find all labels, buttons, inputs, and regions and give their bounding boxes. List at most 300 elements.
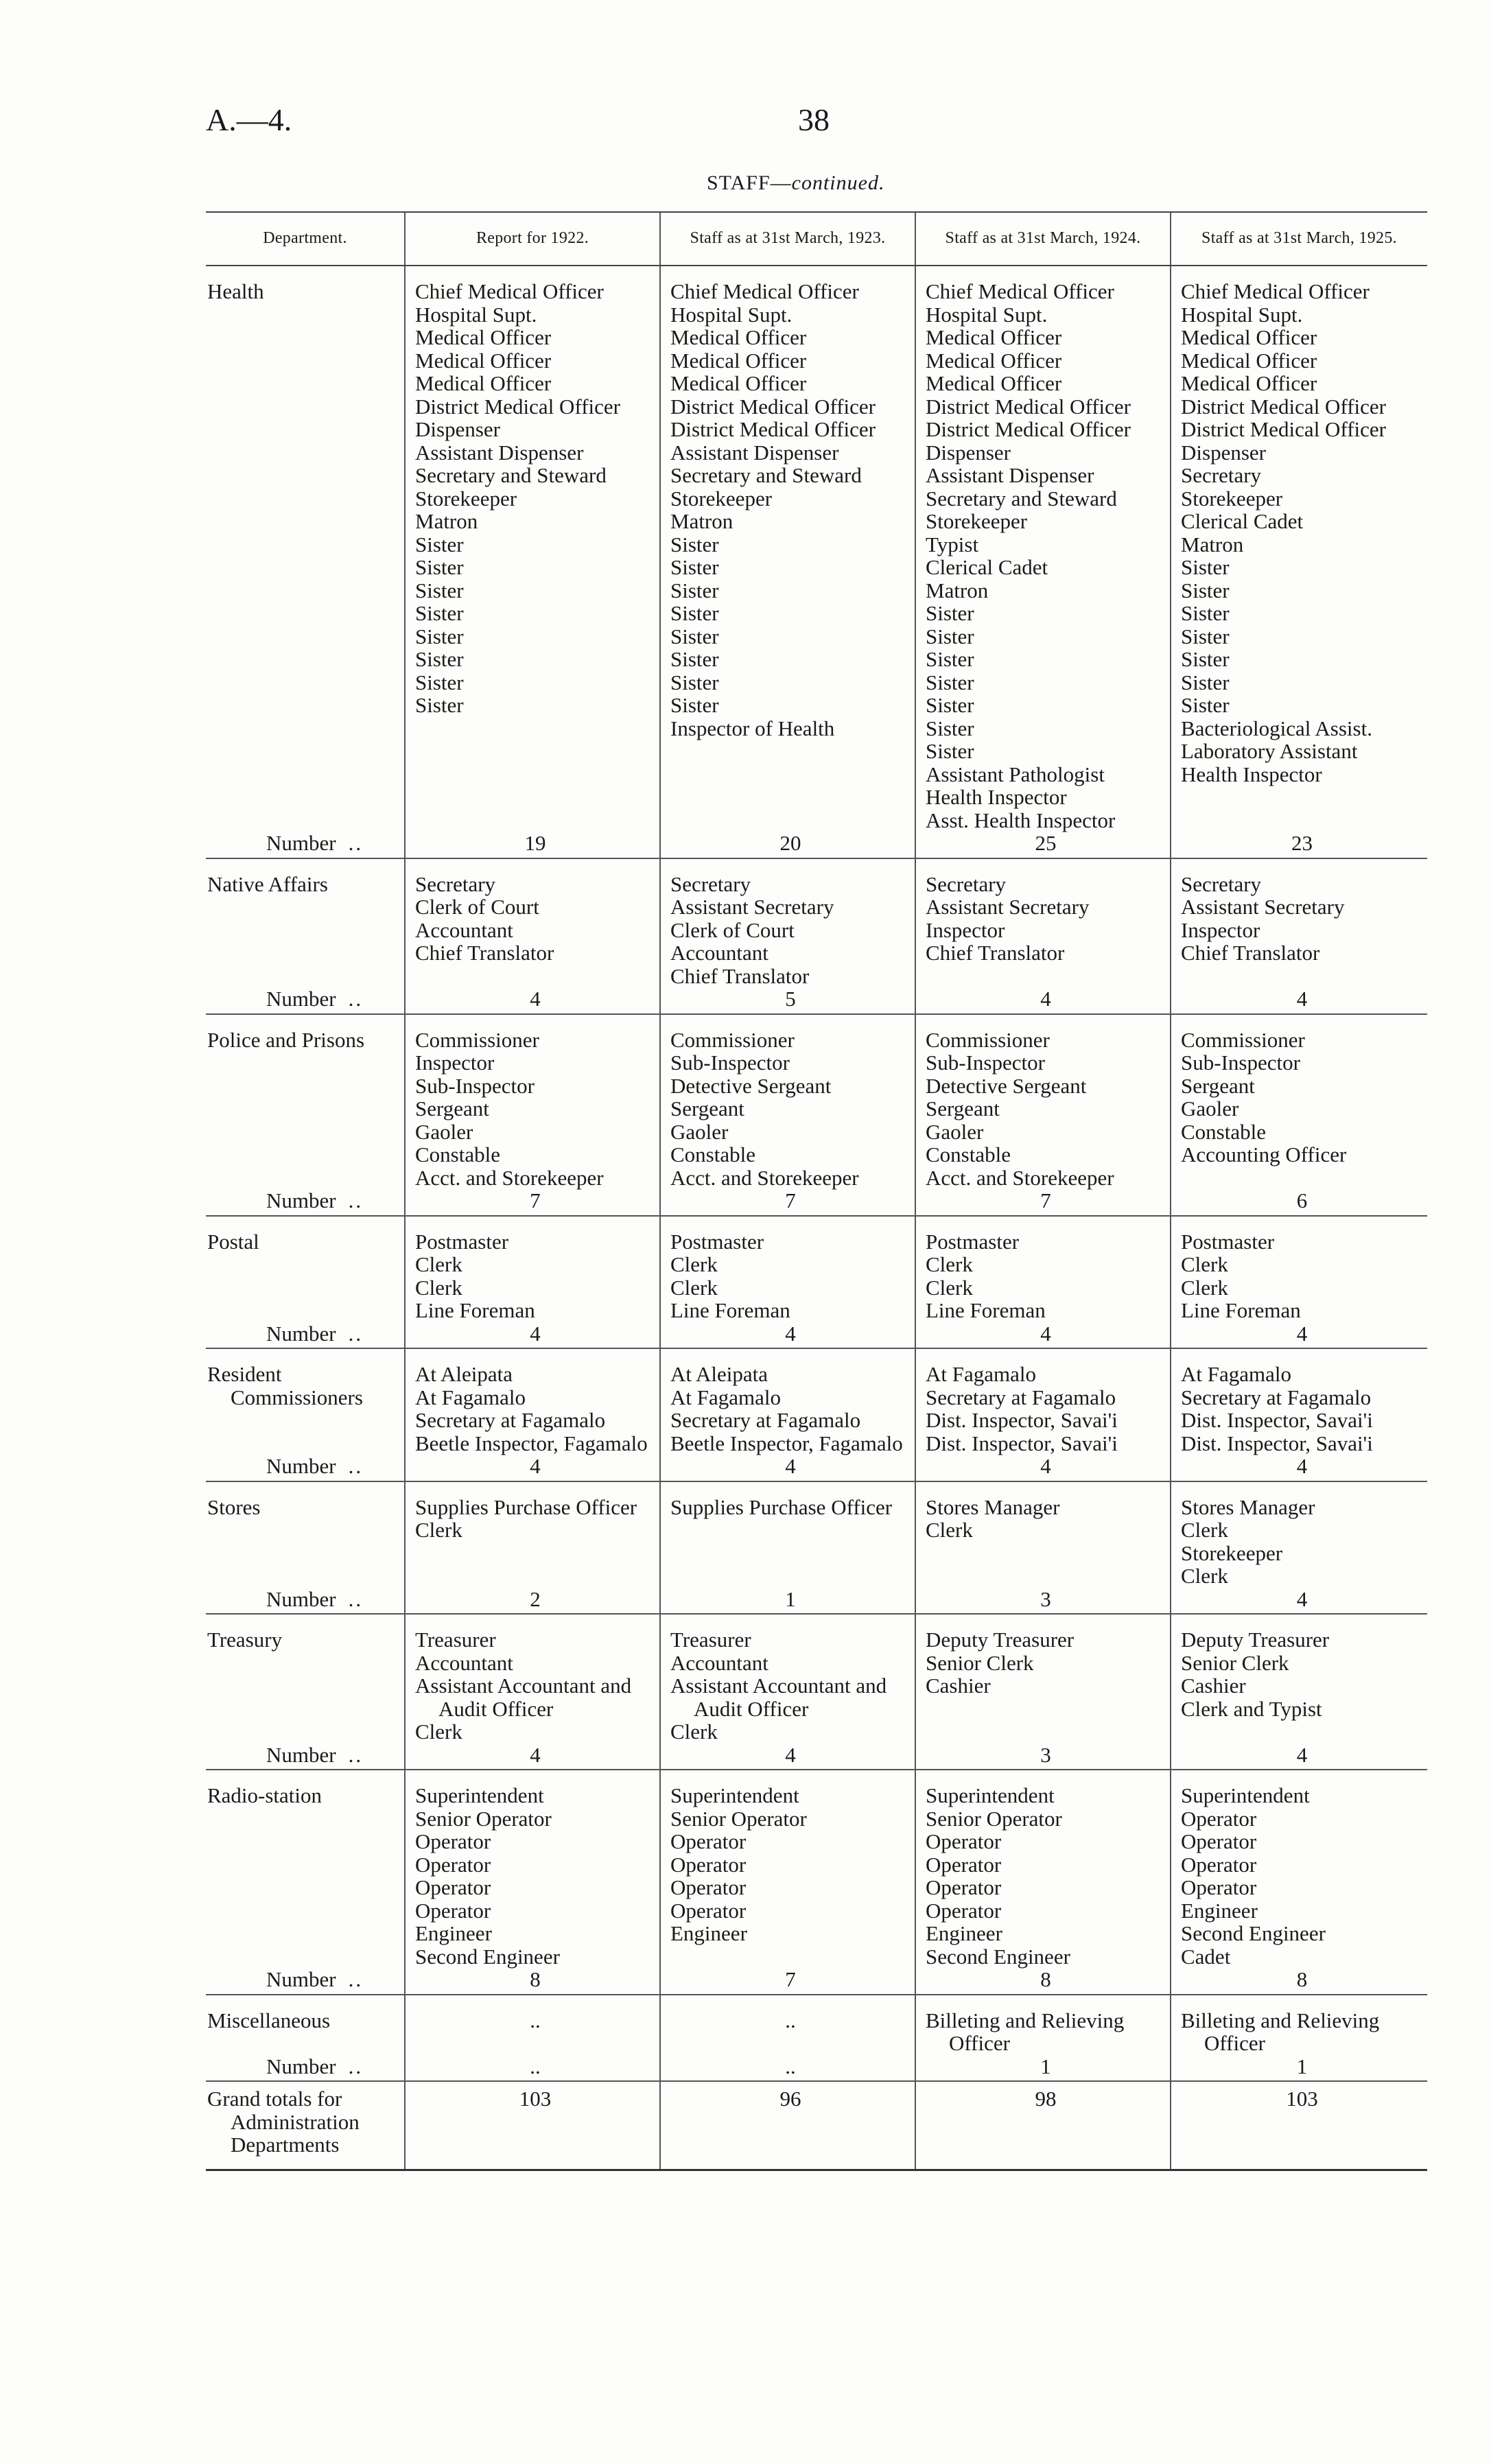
staff-position: Sister [670, 532, 719, 556]
staff-count-miscellaneous-col-2: .. [660, 2055, 915, 2082]
staff-count-radio-station-col-4: 8 [1171, 1968, 1427, 1995]
department-label: Police and Prisons [207, 1027, 365, 1052]
staff-position: District Medical Officer [926, 394, 1131, 419]
staff-list-miscellaneous-col-2 [660, 2009, 915, 2055]
spacer-row [206, 1995, 1427, 2009]
staff-position: Medical Officer [415, 371, 552, 395]
staff-position: Gaoler [415, 1119, 473, 1144]
staff-position: Second Engineer [926, 1944, 1070, 1969]
staff-position: Medical Officer [670, 371, 807, 395]
staff-position: Secretary at Fagamalo [415, 1408, 606, 1432]
staff-position: Gaoler [670, 1119, 729, 1144]
staff-position: Billeting and Relieving Officer [926, 2008, 1125, 2055]
department-row-police-and-prisons [206, 1029, 1427, 1190]
staff-position: Sister [926, 739, 974, 763]
spacer-cell [660, 1216, 915, 1230]
staff-position: Assistant Dispenser [415, 440, 584, 465]
number-row-stores [206, 1588, 1427, 1615]
staff-position: Secretary [1181, 463, 1262, 487]
spacer-cell [206, 1014, 405, 1029]
department-name-postal [206, 1230, 405, 1322]
staff-position: Sub-Inspector [670, 1051, 790, 1075]
staff-position: Superintendent [670, 1783, 799, 1807]
staff-list-resident-commissioners-col-3 [915, 1363, 1171, 1455]
spacer-cell [206, 1216, 405, 1230]
spacer-cell [405, 1770, 660, 1784]
staff-position: Line Foreman [670, 1298, 790, 1322]
staff-position: At Fagamalo [415, 1385, 526, 1409]
staff-position: Treasurer [415, 1628, 496, 1652]
staff-position: Dist. Inspector, Savai'i [1181, 1408, 1373, 1432]
number-label: Number [266, 1188, 336, 1212]
staff-count-radio-station-col-3: 8 [915, 1968, 1171, 1995]
staff-position: Matron [1181, 532, 1244, 556]
department-row-native-affairs [206, 873, 1427, 988]
staff-position: Assistant Secretary [926, 895, 1090, 919]
number-label-cell [206, 1322, 405, 1349]
staff-position: Sister [415, 670, 464, 694]
department-row-miscellaneous [206, 2009, 1427, 2055]
staff-position: Line Foreman [1181, 1298, 1301, 1322]
spacer-cell [915, 1481, 1171, 1496]
staff-table-body [206, 266, 1427, 2170]
number-label-cell [206, 832, 405, 858]
spacer-cell [405, 1014, 660, 1029]
staff-position: Clerk of Court [415, 895, 539, 919]
number-row-health [206, 832, 1427, 858]
staff-position: Clerk [1181, 1252, 1228, 1276]
staff-position: Chief Medical Officer [1181, 279, 1370, 303]
staff-position: Line Foreman [415, 1298, 535, 1322]
staff-count-health-col-1: 19 [405, 832, 660, 858]
staff-count-stores-col-2: 1 [660, 1588, 915, 1615]
staff-position: Storekeeper [1181, 1540, 1283, 1565]
staff-count-resident-commissioners-col-1: 4 [405, 1455, 660, 1481]
staff-count-postal-col-4: 4 [1171, 1322, 1427, 1349]
staff-position: Dispenser [926, 440, 1011, 465]
staff-position: Sergeant [1181, 1073, 1255, 1098]
number-label: Number [266, 831, 336, 855]
staff-position: Matron [415, 509, 478, 533]
staff-list-health-col-3 [915, 280, 1171, 832]
department-label: Native Affairs [207, 871, 328, 896]
number-row-resident-commissioners [206, 1455, 1427, 1481]
leader-dots: .. [348, 2054, 364, 2078]
staff-position: Accountant [415, 1650, 513, 1675]
department-name-miscellaneous [206, 2009, 405, 2055]
table-header-row [206, 212, 1427, 266]
staff-count-radio-station-col-2: 7 [660, 1968, 915, 1995]
staff-list-stores-col-1 [405, 1496, 660, 1588]
document-reference: A.—4. [206, 102, 292, 137]
staff-position: Clerk [670, 1720, 718, 1744]
staff-position: Sister [926, 693, 974, 717]
staff-position: Assistant Dispenser [670, 440, 839, 465]
staff-list-native-affairs-col-4 [1171, 873, 1427, 988]
number-label-cell [206, 1968, 405, 1995]
staff-position: Billeting and Relieving Officer [1181, 2008, 1380, 2055]
grand-total-label-cell [206, 2081, 405, 2170]
number-row-miscellaneous [206, 2055, 1427, 2082]
number-label: Number [266, 1586, 336, 1611]
staff-position: Sister [415, 578, 464, 602]
staff-position: Matron [670, 509, 733, 533]
staff-count-police-and-prisons-col-3: 7 [915, 1189, 1171, 1216]
staff-position: Operator [670, 1829, 747, 1853]
staff-position: Constable [926, 1142, 1011, 1166]
staff-position: Sub-Inspector [415, 1073, 535, 1098]
staff-count-police-and-prisons-col-1: 7 [405, 1189, 660, 1216]
staff-list-health-col-4 [1171, 280, 1427, 832]
spacer-cell [405, 1614, 660, 1628]
department-row-resident-commissioners [206, 1363, 1427, 1455]
spacer-cell [915, 266, 1171, 280]
grand-total-col-1: 103 [405, 2081, 660, 2170]
staff-position: Clerk and Typist [1181, 1696, 1322, 1721]
staff-position: Cadet [1181, 1944, 1231, 1969]
staff-table [206, 211, 1427, 2171]
staff-position: Operator [670, 1875, 747, 1899]
staff-position: Operator [415, 1829, 491, 1853]
staff-position: Operator [415, 1875, 491, 1899]
staff-position: Inspector of Health [670, 716, 835, 740]
staff-position: Clerk [415, 1720, 462, 1744]
staff-position: Medical Officer [415, 348, 552, 373]
staff-position: Sergeant [926, 1096, 1000, 1120]
staff-position: Sister [415, 624, 464, 648]
staff-position: Storekeeper [926, 509, 1028, 533]
staff-position: Dist. Inspector, Savai'i [926, 1431, 1118, 1455]
staff-position: Sister [415, 555, 464, 579]
department-row-stores [206, 1496, 1427, 1588]
staff-count-treasury-col-2: 4 [660, 1744, 915, 1770]
staff-position: Sister [926, 716, 974, 740]
staff-position: Dist. Inspector, Savai'i [926, 1408, 1118, 1432]
spacer-cell [1171, 858, 1427, 873]
staff-position: Senior Clerk [926, 1650, 1034, 1675]
staff-position: Postmaster [926, 1229, 1020, 1254]
staff-position: Secretary [415, 871, 496, 896]
staff-list-treasury-col-3 [915, 1628, 1171, 1744]
staff-position: District Medical Officer [1181, 394, 1386, 419]
staff-position: Typist [926, 532, 979, 556]
staff-position: Clerk [926, 1252, 973, 1276]
leader-dots: .. [348, 1967, 364, 1991]
staff-list-miscellaneous-col-4 [1171, 2009, 1427, 2055]
staff-list-stores-col-2 [660, 1496, 915, 1588]
spacer-cell [660, 1614, 915, 1628]
staff-position: Storekeeper [670, 486, 773, 511]
staff-list-postal-col-4 [1171, 1230, 1427, 1322]
staff-list-postal-col-3 [915, 1230, 1171, 1322]
staff-position: Stores Manager [1181, 1494, 1315, 1519]
number-label-cell [206, 987, 405, 1014]
staff-position: Postmaster [670, 1229, 764, 1254]
staff-position: Senior Operator [670, 1806, 807, 1831]
staff-position: Assistant Accountant and Audit Officer [415, 1674, 632, 1721]
staff-position: Sister [1181, 601, 1230, 625]
staff-list-health-col-1 [405, 280, 660, 832]
spacer-row [206, 1014, 1427, 1029]
grand-total-row [206, 2081, 1427, 2170]
staff-position: Cashier [1181, 1674, 1246, 1698]
department-name-stores [206, 1496, 405, 1588]
staff-position: Medical Officer [926, 371, 1062, 395]
staff-position: Commissioner [415, 1027, 539, 1052]
leader-dots: .. [348, 1321, 364, 1346]
staff-position: Operator [670, 1898, 747, 1923]
staff-position: Sister [670, 624, 719, 648]
staff-position: Constable [415, 1142, 500, 1166]
staff-position: Detective Sergeant [670, 1073, 832, 1098]
staff-position: District Medical Officer [1181, 417, 1386, 441]
spacer-cell [206, 1614, 405, 1628]
staff-position: .. [530, 2008, 541, 2032]
header-report-1922: Report for 1922. [405, 212, 660, 266]
staff-position: At Fagamalo [670, 1385, 781, 1409]
staff-list-native-affairs-col-1 [405, 873, 660, 988]
spacer-cell [1171, 1770, 1427, 1784]
staff-position: Bacteriological Assist. [1181, 716, 1372, 740]
staff-position: Hospital Supt. [670, 302, 793, 327]
staff-list-radio-station-col-4 [1171, 1784, 1427, 1968]
staff-position: Sister [415, 532, 464, 556]
staff-position: Sister [415, 693, 464, 717]
staff-position: Laboratory Assistant [1181, 739, 1358, 763]
staff-position: Secretary at Fagamalo [1181, 1385, 1372, 1409]
staff-position: Assistant Secretary [1181, 895, 1345, 919]
staff-count-resident-commissioners-col-4: 4 [1171, 1455, 1427, 1481]
staff-position: Sister [670, 601, 719, 625]
staff-position: Constable [670, 1142, 755, 1166]
staff-position: Operator [415, 1852, 491, 1877]
staff-position: Sub-Inspector [926, 1051, 1045, 1075]
table-caption [707, 172, 884, 195]
department-name-treasury [206, 1628, 405, 1744]
staff-position: Dispenser [415, 417, 500, 441]
staff-position: Chief Medical Officer [415, 279, 604, 303]
spacer-cell [405, 1348, 660, 1363]
staff-position: Inspector [1181, 917, 1260, 942]
staff-list-miscellaneous-col-1 [405, 2009, 660, 2055]
spacer-cell [915, 1770, 1171, 1784]
staff-position: Superintendent [926, 1783, 1055, 1807]
staff-list-police-and-prisons-col-1 [405, 1029, 660, 1190]
leader-dots: .. [348, 1742, 364, 1767]
spacer-cell [206, 266, 405, 280]
leader-dots: .. [348, 1188, 364, 1212]
department-row-postal [206, 1230, 1427, 1322]
staff-count-health-col-4: 23 [1171, 832, 1427, 858]
staff-position: Sub-Inspector [1181, 1051, 1300, 1075]
staff-position: At Fagamalo [1181, 1362, 1291, 1386]
number-label-cell [206, 1455, 405, 1481]
staff-count-miscellaneous-col-1: .. [405, 2055, 660, 2082]
staff-count-health-col-2: 20 [660, 832, 915, 858]
staff-position: Beetle Inspector, Fagamalo [415, 1431, 648, 1455]
grand-total-col-4: 103 [1171, 2081, 1427, 2170]
staff-position: Medical Officer [926, 348, 1062, 373]
spacer-cell [1171, 1014, 1427, 1029]
staff-position: Clerk [926, 1275, 973, 1300]
staff-position: Postmaster [415, 1229, 509, 1254]
staff-position: Engineer [670, 1921, 747, 1945]
staff-position: Clerical Cadet [926, 555, 1048, 579]
staff-position: Sister [926, 601, 974, 625]
department-label: Health [207, 279, 264, 303]
staff-position: Assistant Dispenser [926, 463, 1094, 487]
staff-position: Line Foreman [926, 1298, 1046, 1322]
department-name-health [206, 280, 405, 832]
spacer-cell [206, 1995, 405, 2009]
spacer-cell [915, 1995, 1171, 2009]
staff-position: Secretary and Steward [670, 463, 862, 487]
staff-count-native-affairs-col-1: 4 [405, 987, 660, 1014]
header-staff-1925: Staff as at 31st March, 1925. [1171, 212, 1427, 266]
number-label-cell [206, 2055, 405, 2082]
staff-position: Sister [670, 670, 719, 694]
number-row-radio-station [206, 1968, 1427, 1995]
department-label: Postal [207, 1229, 259, 1254]
staff-position: Sister [1181, 647, 1230, 671]
staff-position: Superintendent [415, 1783, 544, 1807]
department-row-treasury [206, 1628, 1427, 1744]
spacer-cell [1171, 1481, 1427, 1496]
staff-position: Deputy Treasurer [1181, 1628, 1330, 1652]
staff-position: Postmaster [1181, 1229, 1275, 1254]
spacer-cell [660, 1770, 915, 1784]
spacer-cell [660, 1014, 915, 1029]
staff-position: Acct. and Storekeeper [415, 1165, 604, 1190]
staff-position: Treasurer [670, 1628, 751, 1652]
leader-dots: .. [348, 1586, 364, 1611]
spacer-cell [1171, 266, 1427, 280]
department-label: Miscellaneous [207, 2008, 331, 2032]
staff-list-police-and-prisons-col-3 [915, 1029, 1171, 1190]
staff-position: District Medical Officer [670, 394, 876, 419]
staff-position: Operator [415, 1898, 491, 1923]
staff-position: Chief Translator [415, 941, 554, 965]
number-label: Number [266, 1967, 336, 1991]
staff-position: Medical Officer [1181, 371, 1317, 395]
staff-list-miscellaneous-col-3 [915, 2009, 1171, 2055]
spacer-cell [915, 1348, 1171, 1363]
leader-dots: .. [348, 1454, 364, 1478]
spacer-cell [405, 1995, 660, 2009]
number-label: Number [266, 1742, 336, 1767]
staff-position: Assistant Pathologist [926, 762, 1105, 786]
spacer-cell [206, 1770, 405, 1784]
staff-list-postal-col-2 [660, 1230, 915, 1322]
staff-position: Clerk [670, 1275, 718, 1300]
staff-position: Cashier [926, 1674, 991, 1698]
staff-list-treasury-col-1 [405, 1628, 660, 1744]
staff-position: Chief Medical Officer [670, 279, 859, 303]
staff-position: Medical Officer [670, 325, 807, 349]
staff-position: Accountant [415, 917, 513, 942]
staff-position: Beetle Inspector, Fagamalo [670, 1431, 903, 1455]
staff-position: Senior Clerk [1181, 1650, 1289, 1675]
staff-position: Clerk [415, 1252, 462, 1276]
spacer-cell [1171, 1614, 1427, 1628]
staff-position: Clerk [926, 1518, 973, 1542]
staff-count-postal-col-2: 4 [660, 1322, 915, 1349]
staff-count-health-col-3: 25 [915, 832, 1171, 858]
staff-list-radio-station-col-1 [405, 1784, 660, 1968]
staff-count-native-affairs-col-2: 5 [660, 987, 915, 1014]
spacer-cell [206, 1481, 405, 1496]
staff-position: Sister [1181, 693, 1230, 717]
staff-position: Clerk [670, 1252, 718, 1276]
staff-position: Chief Translator [926, 941, 1065, 965]
staff-position: Secretary at Fagamalo [670, 1408, 861, 1432]
staff-list-native-affairs-col-2 [660, 873, 915, 988]
staff-position: Gaoler [926, 1119, 984, 1144]
staff-position: Stores Manager [926, 1494, 1060, 1519]
staff-count-radio-station-col-1: 8 [405, 1968, 660, 1995]
staff-position: Secretary at Fagamalo [926, 1385, 1116, 1409]
staff-count-treasury-col-1: 4 [405, 1744, 660, 1770]
staff-position: Commissioner [670, 1027, 795, 1052]
spacer-cell [660, 266, 915, 280]
department-label: Stores [207, 1494, 261, 1519]
staff-list-resident-commissioners-col-4 [1171, 1363, 1427, 1455]
staff-position: Operator [926, 1829, 1002, 1853]
staff-count-resident-commissioners-col-2: 4 [660, 1455, 915, 1481]
staff-position: Hospital Supt. [415, 302, 537, 327]
staff-position: Supplies Purchase Officer [670, 1494, 893, 1519]
staff-position: Dispenser [1181, 440, 1266, 465]
number-label: Number [266, 1454, 336, 1478]
staff-position: Sister [670, 693, 719, 717]
staff-position: Operator [926, 1852, 1002, 1877]
spacer-cell [915, 1614, 1171, 1628]
leader-dots: .. [348, 987, 364, 1011]
staff-position: Sister [1181, 670, 1230, 694]
staff-position: Sister [670, 578, 719, 602]
staff-position: Sister [1181, 555, 1230, 579]
staff-position: Engineer [926, 1921, 1002, 1945]
spacer-row [206, 1216, 1427, 1230]
staff-position: Clerk [1181, 1275, 1228, 1300]
spacer-cell [1171, 1348, 1427, 1363]
staff-position: Accountant [670, 1650, 768, 1675]
grand-total-label: Grand totals for Administration Departments [207, 2087, 360, 2157]
number-label-cell [206, 1744, 405, 1770]
staff-position: Deputy Treasurer [926, 1628, 1075, 1652]
leader-dots: .. [348, 831, 364, 855]
staff-position: Clerk [1181, 1564, 1228, 1588]
staff-list-treasury-col-2 [660, 1628, 915, 1744]
staff-position: Asst. Health Inspector [926, 808, 1116, 832]
staff-position: At Aleipata [415, 1362, 513, 1386]
spacer-row [206, 1614, 1427, 1628]
staff-list-health-col-2 [660, 280, 915, 832]
department-name-police-and-prisons [206, 1029, 405, 1190]
spacer-cell [206, 858, 405, 873]
staff-position: Clerk of Court [670, 917, 795, 942]
staff-position: Clerk [415, 1275, 462, 1300]
staff-position: At Fagamalo [926, 1362, 1036, 1386]
department-name-resident-commissioners [206, 1363, 405, 1455]
department-label: Resident Commissioners [207, 1362, 363, 1409]
staff-list-radio-station-col-3 [915, 1784, 1171, 1968]
staff-list-native-affairs-col-3 [915, 873, 1171, 988]
staff-count-stores-col-4: 4 [1171, 1588, 1427, 1615]
spacer-row [206, 1770, 1427, 1784]
staff-position: Sister [670, 555, 719, 579]
spacer-row [206, 266, 1427, 280]
